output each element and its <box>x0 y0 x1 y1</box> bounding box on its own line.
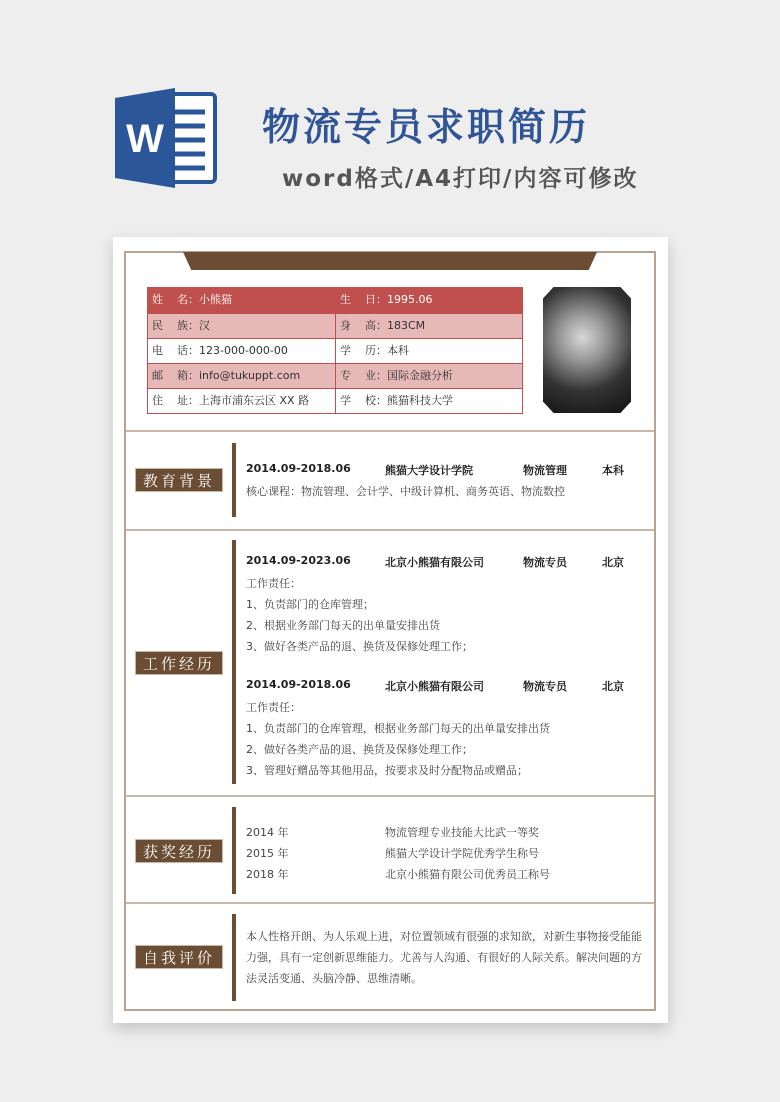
info-key: 学 历： <box>340 344 387 357</box>
info-row <box>148 313 522 338</box>
award-name: 北京小熊猫有限公司优秀员工称号 <box>385 868 550 881</box>
job-title: 物流专员 <box>523 680 567 693</box>
info-key: 专 业： <box>340 369 387 382</box>
info-key: 电 话： <box>152 344 199 357</box>
info-key: 姓 名： <box>152 293 199 306</box>
section-bar <box>232 540 236 784</box>
section-bar <box>232 443 236 517</box>
info-cell <box>148 314 335 338</box>
job-duty-line: 1、负责部门的仓库管理，根据业务部门每天的出单量安排出货 <box>246 722 550 735</box>
job-duty-line: 工作责任： <box>246 701 301 714</box>
info-key: 邮 箱： <box>152 369 199 382</box>
job-company: 北京小熊猫有限公司 <box>385 556 484 569</box>
edu-major: 物流管理 <box>523 464 567 477</box>
page-subtitle: word格式/A4打印/内容可修改 <box>282 166 639 192</box>
job-title: 物流专员 <box>523 556 567 569</box>
divider <box>126 902 654 904</box>
job-duty-line: 3、管理好赠品等其他用品，按要求及时分配物品或赠品； <box>246 764 528 777</box>
job-duty-line: 3、做好各类产品的退、换货及保修处理工作； <box>246 640 473 653</box>
info-value: 国际金融分析 <box>387 369 453 382</box>
info-row <box>148 338 522 363</box>
job-duty-line: 2、做好各类产品的退、换货及保修处理工作； <box>246 743 473 756</box>
page-title: 物流专员求职简历 <box>262 105 591 149</box>
info-row <box>148 363 522 388</box>
info-cell <box>335 339 522 363</box>
award-name: 物流管理专业技能大比武一等奖 <box>385 826 539 839</box>
self-evaluation-text: 本人性格开朗、为人乐观上进，对位置领域有很强的求知欲，对新生事物接受能能力强，具有一定创新思维能力。尤善与人沟通、有很好的人际关系。解决问题的方法灵活变通、头脑冷静、思维清晰。 <box>246 930 642 985</box>
section-label-self: 自我评价 <box>135 945 223 969</box>
info-cell <box>335 288 522 313</box>
info-value: 183CM <box>387 319 426 332</box>
info-key: 住 址： <box>152 394 199 407</box>
profile-photo <box>543 287 631 413</box>
info-value: 1995.06 <box>387 293 433 306</box>
divider <box>126 795 654 797</box>
info-key: 身 高： <box>340 319 387 332</box>
job-date: 2014.09-2023.06 <box>246 554 351 567</box>
section-label-education: 教育背景 <box>135 468 223 492</box>
edu-degree: 本科 <box>602 464 624 477</box>
job-date: 2014.09-2018.06 <box>246 678 351 691</box>
job-city: 北京 <box>602 680 624 693</box>
info-key: 学 校： <box>340 394 387 407</box>
job-duty-line: 2、根据业务部门每天的出单量安排出货 <box>246 619 440 632</box>
job-city: 北京 <box>602 556 624 569</box>
header-band <box>183 252 597 270</box>
info-value: 上海市浦东云区 XX 路 <box>199 394 310 407</box>
job-duty-line: 1、负责部门的仓库管理； <box>246 598 374 611</box>
divider <box>126 529 654 531</box>
info-cell <box>148 288 335 313</box>
info-value: 本科 <box>387 344 409 357</box>
award-year: 2015 年 <box>246 847 289 860</box>
section-label-work: 工作经历 <box>135 651 223 675</box>
personal-info-table <box>147 287 523 414</box>
info-cell <box>148 364 335 388</box>
info-value: 熊猫科技大学 <box>387 394 453 407</box>
info-value: 汉 <box>199 319 210 332</box>
info-cell <box>335 389 522 413</box>
info-key: 生 日： <box>340 293 387 306</box>
section-bar <box>232 807 236 894</box>
info-value: info@tukuppt.com <box>199 369 301 382</box>
info-value: 123-000-000-00 <box>199 344 288 357</box>
job-company: 北京小熊猫有限公司 <box>385 680 484 693</box>
section-label-awards: 获奖经历 <box>135 839 223 863</box>
award-year: 2018 年 <box>246 868 289 881</box>
info-cell <box>148 339 335 363</box>
edu-date: 2014.09-2018.06 <box>246 462 351 475</box>
job-duty-line: 工作责任： <box>246 577 301 590</box>
info-row <box>148 388 522 413</box>
section-bar <box>232 914 236 1001</box>
award-year: 2014 年 <box>246 826 289 839</box>
divider <box>126 430 654 432</box>
info-cell <box>335 364 522 388</box>
award-name: 熊猫大学设计学院优秀学生称号 <box>385 847 539 860</box>
info-cell <box>148 389 335 413</box>
info-key: 民 族： <box>152 319 199 332</box>
info-cell <box>335 314 522 338</box>
word-icon <box>113 84 221 192</box>
edu-school: 熊猫大学设计学院 <box>385 464 473 477</box>
info-value: 小熊猫 <box>199 293 232 306</box>
edu-courses: 核心课程：物流管理、会计学、中级计算机、商务英语、物流数控 <box>246 485 565 498</box>
svg-text:W: W <box>126 117 164 161</box>
info-row <box>148 288 522 313</box>
